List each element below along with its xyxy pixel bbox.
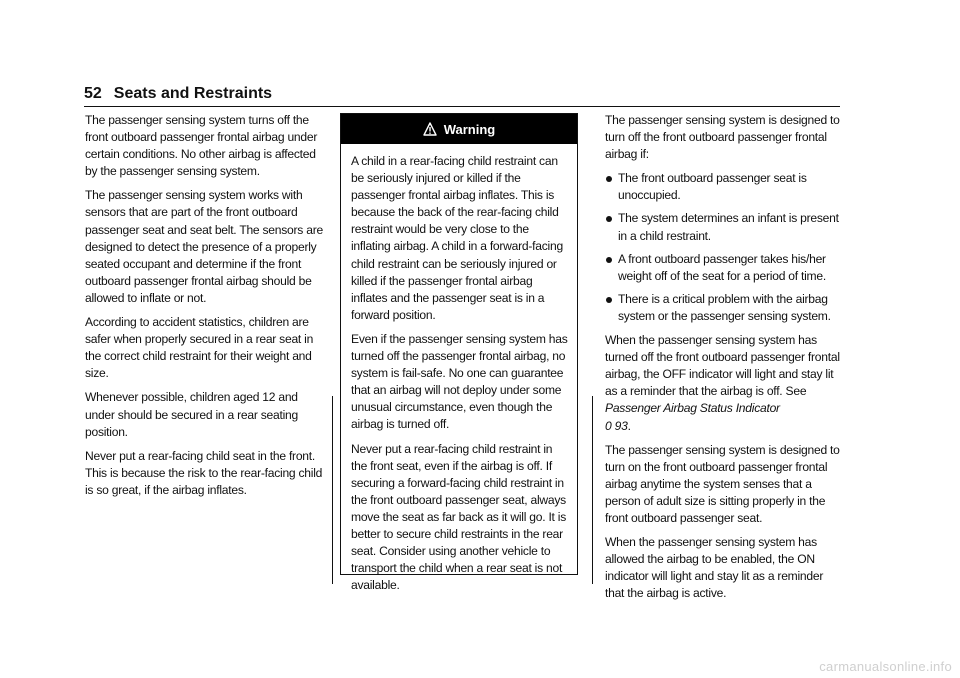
left-column [85, 112, 323, 506]
list-item-text: The front outboard passenger seat is unoccupied. [618, 171, 807, 203]
warning-body [341, 144, 577, 594]
list-item [605, 170, 845, 204]
list-item [605, 251, 845, 285]
right-column [605, 112, 845, 609]
warning-paragraph: A child in a rear-facing child restraint can be seriously injured or killed if the passenger frontal airbag inflates. This is because the back of the rear-facing child restraint would be very close to the inflating airbag. A child in a forward-facing child restraint can be seriously injured or killed if the passenger frontal airbag inflates and the passenger seat is in a forward position. [351, 154, 563, 322]
section-title: Seats and Restraints [113, 85, 273, 102]
paragraph-end: . [627, 418, 631, 433]
warning-triangle-icon [423, 122, 437, 136]
bullet-icon [606, 176, 612, 182]
page-ref-icon: 0 [605, 418, 612, 433]
watermark: carmanualsonline.info [819, 659, 952, 674]
paragraph: The passenger sensing system is designed to turn off the front outboard passenger frontal airbag if: [605, 113, 840, 162]
paragraph: Never put a rear-facing child seat in the front. This is because the risk to the rear-facing child is so great, if the airbag inflates. [85, 448, 323, 497]
warning-header [341, 114, 577, 144]
paragraph: The passenger sensing system works with sensors that are part of the front outboard passenger seat and seat belt. The sensors are designed to detect the presence of a properly seated occupant and determine if the front outboard passenger frontal airbag should be allowed to inflate or not. [85, 188, 323, 305]
paragraph [605, 332, 845, 435]
warning-box [340, 113, 578, 593]
list-item [605, 210, 845, 244]
page-header [84, 84, 840, 104]
paragraph: According to accident statistics, children are safer when properly secured in a rear seat in the correct child restraint for their weight and size. [85, 315, 314, 381]
paragraph-text: When the passenger sensing system has turned off the front outboard passenger frontal airbag, the OFF indicator will light and stay lit as a reminder that the airbag is off. See [605, 333, 840, 399]
list-item-text: A front outboard passenger takes his/her weight off of the seat for a period of time. [618, 251, 826, 283]
bullet-icon [606, 257, 612, 263]
column-divider [592, 396, 593, 584]
warning-paragraph: Even if the passenger sensing system has turned off the passenger frontal airbag, no system is fail-safe. No one can guarantee that an airbag will not deploy under some unusual circumstance, even though the airbag is turned off. [351, 331, 568, 432]
list-item-text: There is a critical problem with the airbag system or the passenger sensing system. [618, 291, 831, 323]
bullet-icon [606, 216, 612, 222]
paragraph: When the passenger sensing system has allowed the airbag to be enabled, the ON indicator will light and stay lit as a reminder that the airbag is active. [605, 535, 824, 601]
column-divider [332, 396, 333, 584]
cross-reference-link[interactable]: Passenger Airbag Status Indicator [605, 401, 780, 416]
bullet-icon [606, 297, 612, 303]
warning-paragraph: Never put a rear-facing child restraint in the front seat, even if the airbag is off. If securing a forward-facing child restraint in the front outboard passenger seat, always move the seat as far back as it will go. It is better to secure child restraints in the rear seat. Consider using another vehicle to transport the child when a rear seat is not available. [351, 441, 567, 593]
page-ref-number[interactable]: 93 [614, 418, 628, 433]
paragraph: The passenger sensing system is designed to turn on the front outboard passenger frontal airbag anytime the system senses that a person of adult size is sitting properly in the front outboard passenger seat. [605, 442, 840, 525]
list-item-text: The system determines an infant is present in a child restraint. [618, 211, 839, 243]
header-rule [84, 106, 840, 107]
paragraph: The passenger sensing system turns off the front outboard passenger frontal airbag under certain conditions. No other airbag is affected by the passenger sensing system. [85, 113, 318, 179]
page-number: 52 [84, 85, 102, 102]
list-item [605, 291, 845, 325]
warning-title: Warning [443, 121, 496, 137]
bullet-list [605, 170, 845, 325]
paragraph: Whenever possible, children aged 12 and under should be secured in a rear seating position. [85, 390, 298, 439]
